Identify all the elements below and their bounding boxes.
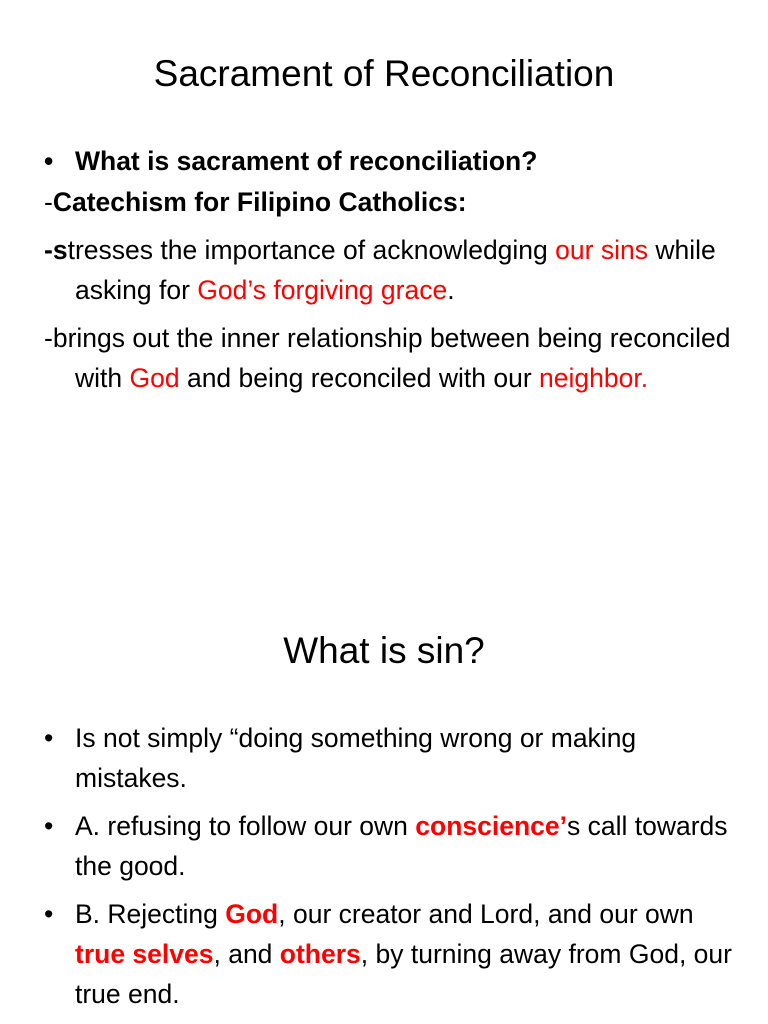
forgiving-grace-highlight: God’s forgiving grace <box>197 275 448 305</box>
slide-what-is-sin <box>0 512 768 1024</box>
neighbor-highlight: neighbor. <box>539 363 649 393</box>
rejecting-text-c: , and <box>213 939 280 969</box>
question-bullet <box>44 141 740 181</box>
catechism-line <box>44 182 740 222</box>
brings-out-line <box>44 318 740 398</box>
slide-body <box>44 718 740 1022</box>
catechism-dash: - <box>44 187 53 217</box>
rejecting-text-b: , our creator and Lord, and our own <box>278 899 694 929</box>
rejecting-text-d: , by turning away from God, our true end. <box>75 939 732 1009</box>
slide-title: Sacrament of Reconciliation <box>153 53 615 94</box>
true-selves-highlight: true selves <box>75 939 214 969</box>
bullet-not-simply <box>44 718 740 798</box>
others-highlight: others <box>279 939 361 969</box>
stresses-text-b: while asking for <box>75 235 716 305</box>
bullet-conscience <box>44 806 740 886</box>
stresses-line <box>44 230 740 310</box>
brings-text-b: and being reconciled with our <box>179 363 540 393</box>
conscience-text-a: A. refusing to follow our own <box>75 811 416 841</box>
rejecting-text-a: B. Rejecting <box>75 899 226 929</box>
question-text: What is sacrament of reconciliation? <box>75 146 538 176</box>
stresses-text-end: . <box>447 275 455 305</box>
our-sins-highlight: our sins <box>555 235 648 265</box>
stresses-text-a: tresses the importance of acknowledging <box>67 235 556 265</box>
conscience-highlight: conscience’ <box>415 811 567 841</box>
bullet-rejecting-god <box>44 894 740 1014</box>
catechism-label: Catechism for Filipino Catholics: <box>52 187 467 217</box>
brings-text-a: -brings out the inner relationship between being reconciled with <box>44 323 731 393</box>
conscience-text-b: s call towards the good. <box>75 811 728 881</box>
slide-title: What is sin? <box>283 630 485 671</box>
slide-body <box>44 141 740 406</box>
god-highlight: God <box>225 899 279 929</box>
god-highlight: God <box>129 363 180 393</box>
stresses-prefix: -s <box>44 235 68 265</box>
bullet-text: Is not simply “doing something wrong or making mistakes. <box>75 723 637 793</box>
